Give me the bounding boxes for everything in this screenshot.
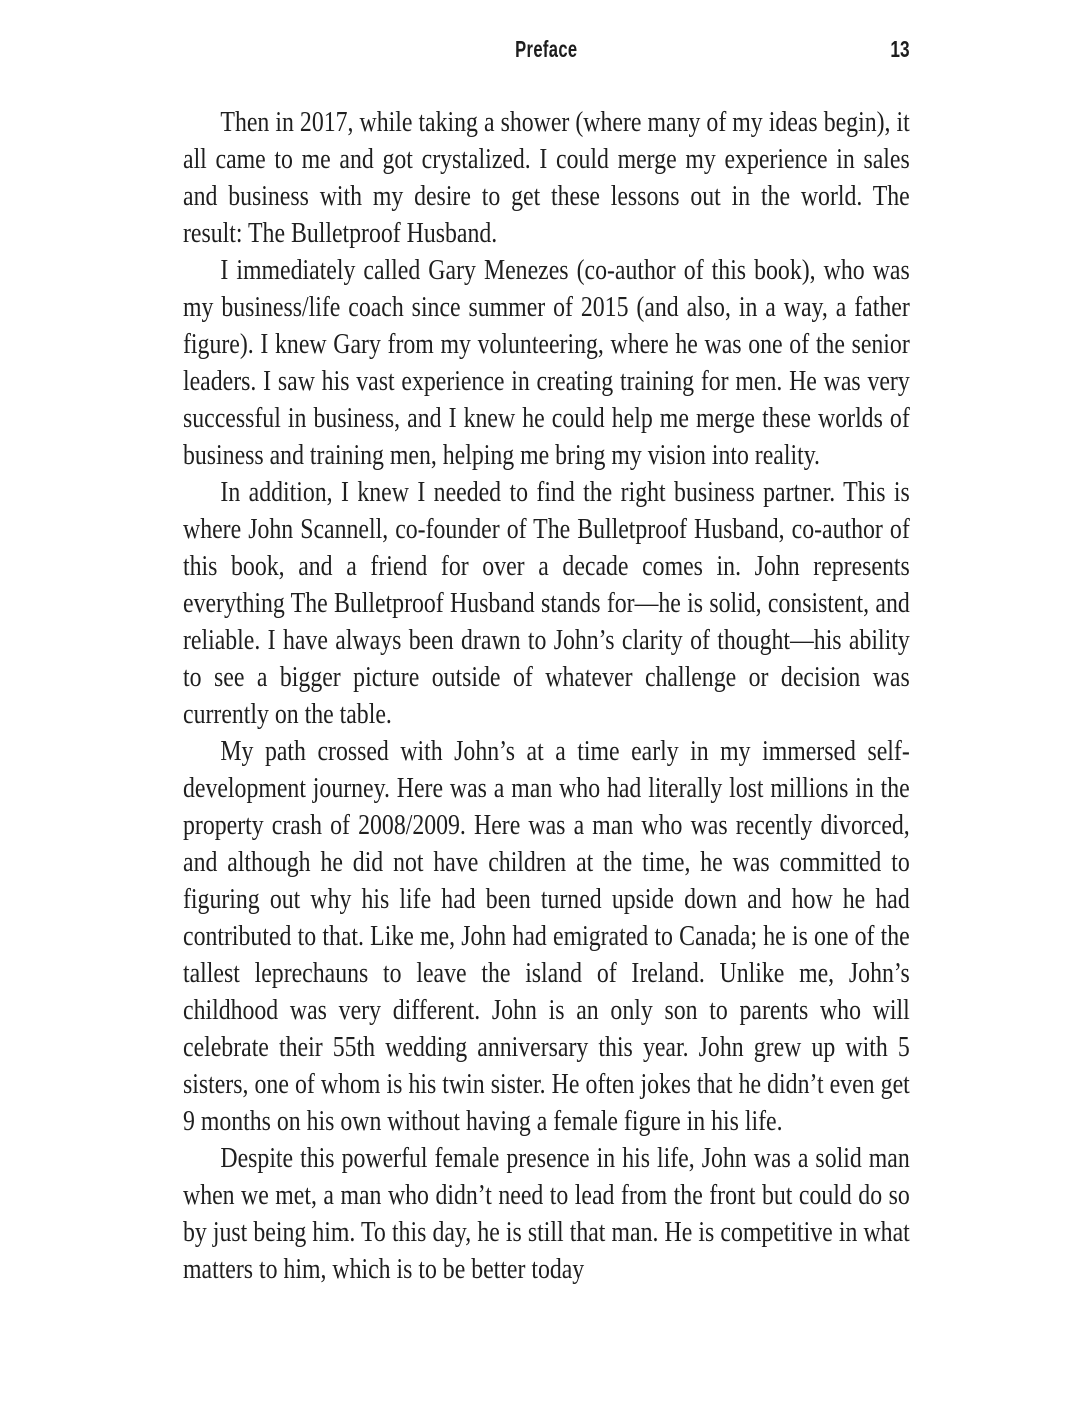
paragraph-5: Despite this powerful female presence in his life, John was a solid man when we met, a man who didn’t need to lead from the front but could do so by just being him. To this day, he is still that man. He is competitive in what matters to him, which is to be better today <box>183 1143 910 1285</box>
page-number: 13 <box>890 36 910 62</box>
paragraph-3: In addition, I knew I needed to find the right business partner. This is where John Scannell, co-founder of The Bulletproof Husband, co-author of this book, and a friend for over a decade comes in. John represents everything The Bulletproof Husband stands for—he is solid, consistent, and reliable. I have always been drawn to John’s clarity of thought—his ability to see a bigger picture outside of whatever challenge or decision was currently on the table. <box>183 477 910 730</box>
paragraph-2: I immediately called Gary Menezes (co-author of this book), who was my business/life coach since summer of 2015 (and also, in a way, a father figure). I knew Gary from my volunteering, where he was one of the senior leaders. I saw his vast experience in creating training for men. He was very successful in business, and I knew he could help me merge these worlds of business and training men, helping me bring my vision into reality. <box>183 255 910 471</box>
page-header <box>183 36 910 64</box>
paragraph-1: Then in 2017, while taking a shower (where many of my ideas begin), it all came to me and got crystalized. I could merge my experience in sales and business with my desire to get these lessons out in the world. The result: The Bulletproof Husband. <box>183 107 910 249</box>
running-head: Preface <box>515 36 578 62</box>
paragraph-4: My path crossed with John’s at a time early in my immersed self-development journey. Here was a man who had literally lost millions in the property crash of 2008/2009. Here was a man who was recently divorced, and although he did not have children at the time, he was committed to figuring out why his life had been turned upside down and how he had contributed to that. Like me, John had emigrated to Canada; he is one of the tallest leprechauns to leave the island of Ireland. Unlike me, John’s childhood was very different. John is an only son to parents who will celebrate their 55th wedding anniversary this year. John grew up with 5 sisters, one of whom is his twin sister. He often jokes that he didn’t even get 9 months on his own without having a female figure in his life. <box>183 736 910 1137</box>
page-body <box>183 104 910 1288</box>
